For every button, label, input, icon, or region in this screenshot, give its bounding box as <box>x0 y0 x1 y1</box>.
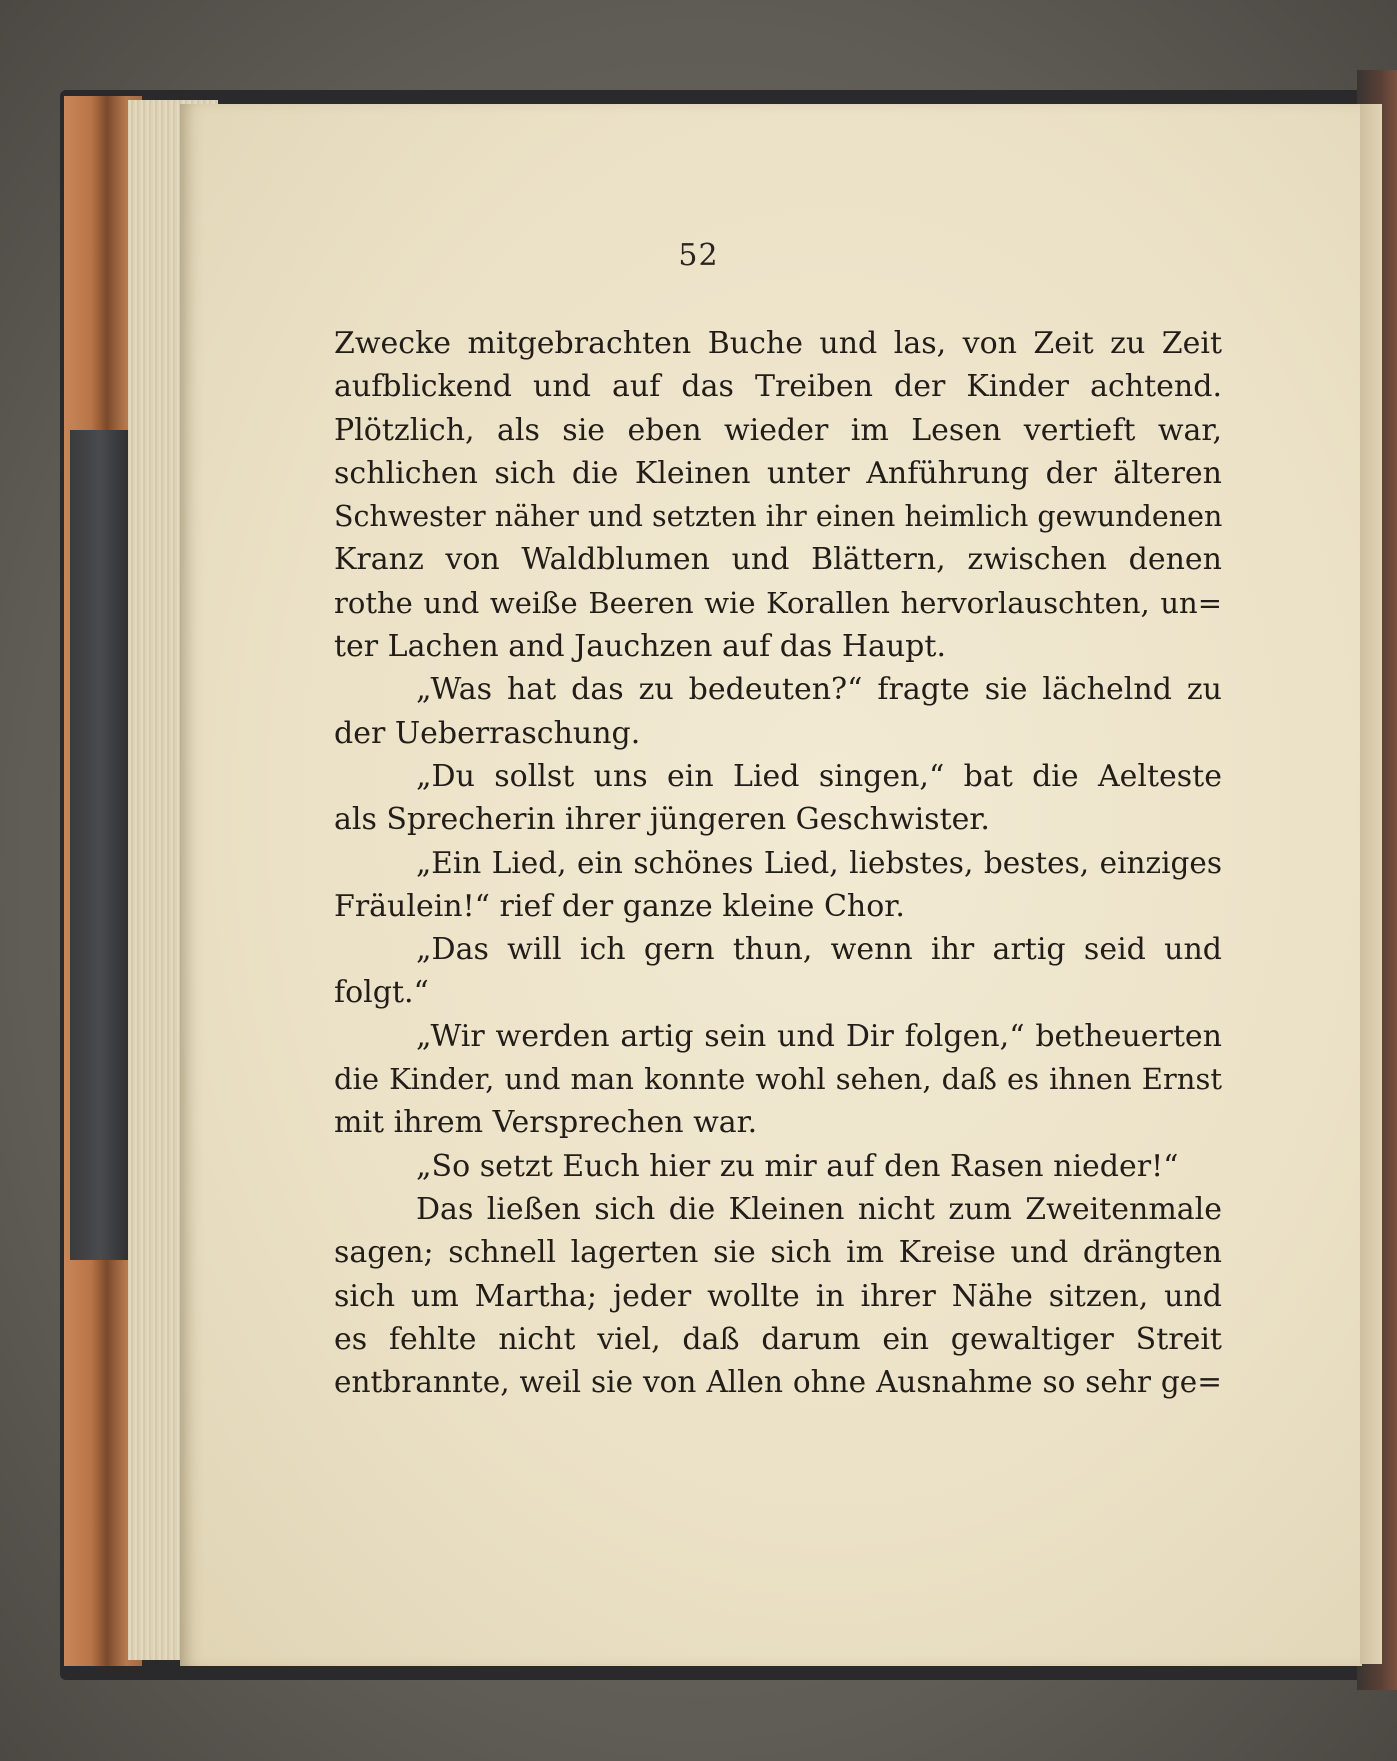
text-line: Plötzlich, als sie eben wieder im Lesen vertieft war, <box>334 412 1222 448</box>
text-line: Schwester näher und setzten ihr einen heimlich gewundenen <box>334 500 1223 534</box>
text-line: sagen; schnell lagerten sie sich im Kreise und drängten <box>334 1235 1222 1271</box>
text-line: schlichen sich die Kleinen unter Anführung der älteren <box>334 455 1222 491</box>
text-line: „So setzt Euch hier zu mir auf den Rasen nieder!“ <box>416 1148 1179 1184</box>
text-line: der Ueberraschung. <box>334 715 641 751</box>
text-line: „Das will ich gern thun, wenn ihr artig seid und <box>416 932 1222 968</box>
text-line: Zwecke mitgebrachten Buche und las, von Zeit zu Zeit <box>334 326 1222 361</box>
text-line: rothe und weiße Beeren wie Korallen hervorlauschten, un= <box>334 585 1222 620</box>
text-line: Das ließen sich die Kleinen nicht zum Zweitenmale <box>416 1191 1222 1227</box>
right-page-edge <box>1360 104 1382 1664</box>
text-line: die Kinder, und man konnte wohl sehen, daß es ihnen Ernst <box>334 1062 1222 1097</box>
text-line: entbrannte, weil sie von Allen ohne Ausnahme so sehr ge= <box>334 1365 1222 1400</box>
text-line: Fräulein!“ rief der ganze kleine Chor. <box>334 888 905 924</box>
text-line: Kranz von Waldblumen und Blättern, zwischen denen <box>334 542 1222 578</box>
text-line: „Wir werden artig sein und Dir folgen,“ betheuerten <box>416 1018 1222 1054</box>
text-line: als Sprecherin ihrer jüngeren Geschwister. <box>334 802 990 838</box>
text-line: es fehlte nicht viel, daß darum ein gewaltiger Streit <box>334 1321 1222 1357</box>
text-line: mit ihrem Versprechen war. <box>334 1105 758 1141</box>
text-line: aufblickend und auf das Treiben der Kinder achtend. <box>334 369 1222 405</box>
text-line: ter Lachen and Jauchzen auf das Haupt. <box>334 629 946 665</box>
page-number: 52 <box>678 238 719 273</box>
text-line: „Was hat das zu bedeuten?“ fragte sie lächelnd zu <box>416 672 1222 708</box>
book-spine-cloth <box>70 430 130 1260</box>
page-body-text <box>334 322 1222 1404</box>
text-line: folgt.“ <box>334 975 429 1011</box>
text-line: sich um Martha; jeder wollte in ihrer Nähe sitzen, und <box>334 1278 1222 1314</box>
text-line: „Du sollst uns ein Lied singen,“ bat die Aelteste <box>416 758 1222 794</box>
text-line: „Ein Lied, ein schönes Lied, liebstes, bestes, einziges <box>416 845 1222 880</box>
